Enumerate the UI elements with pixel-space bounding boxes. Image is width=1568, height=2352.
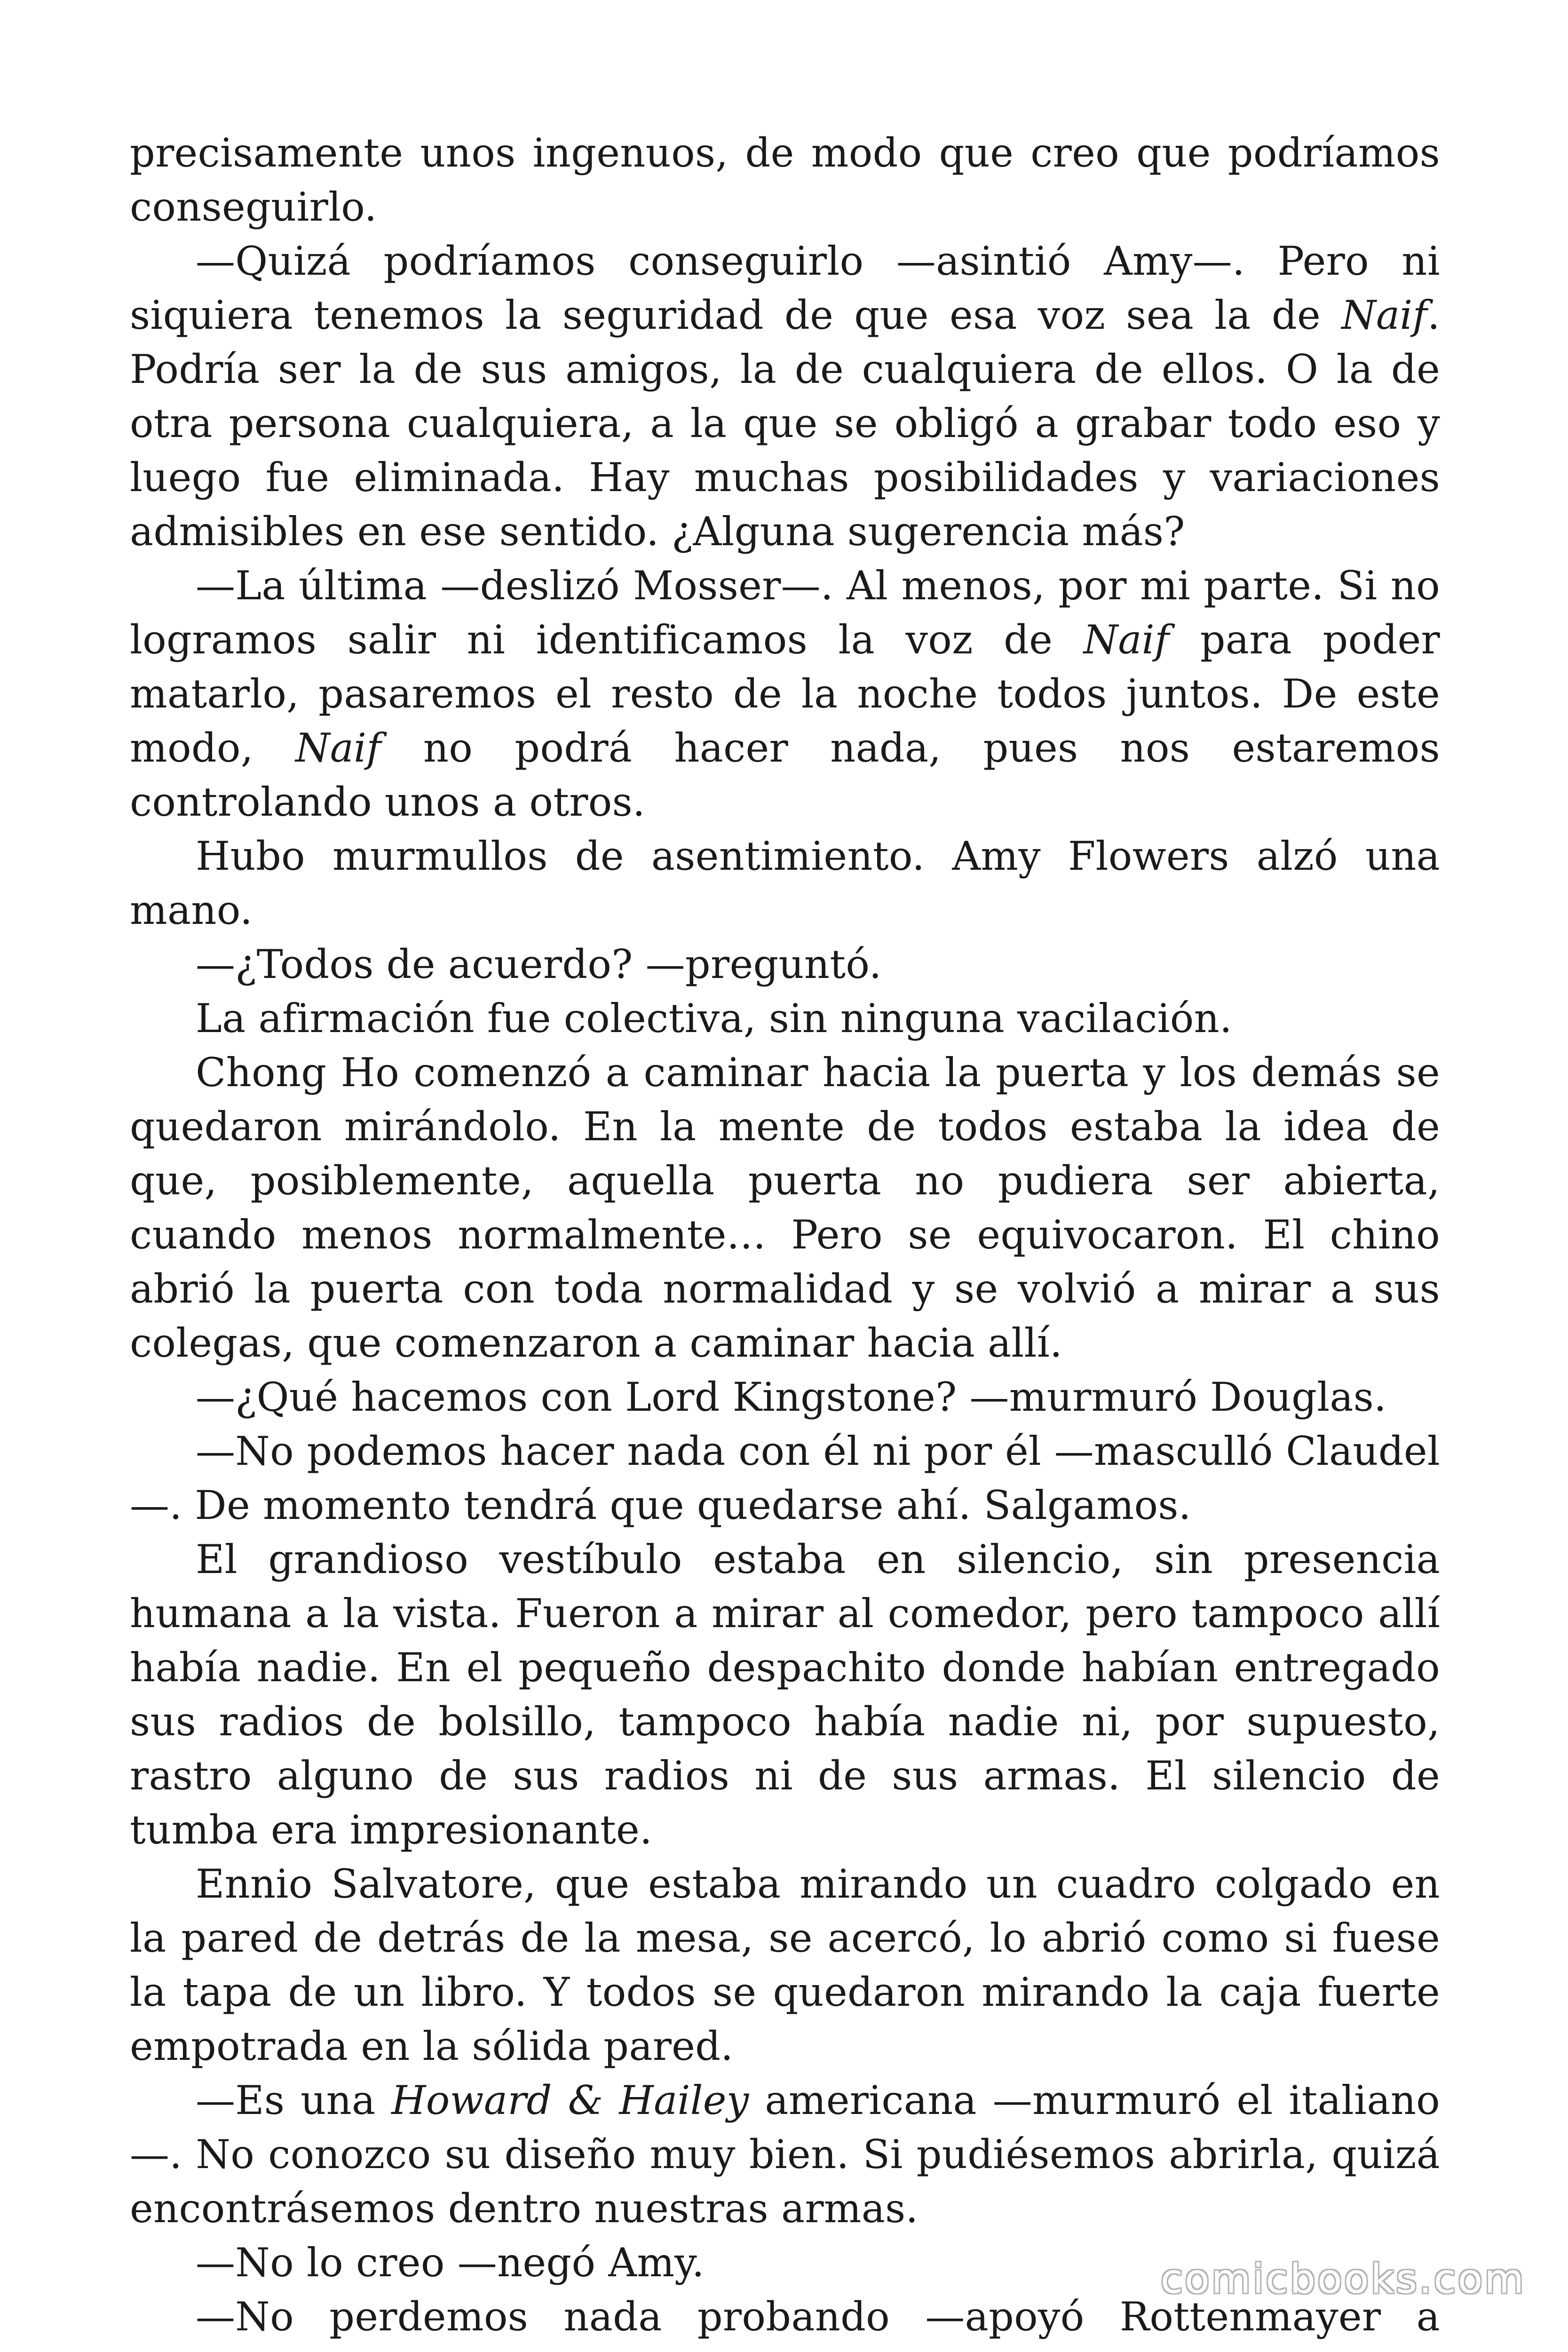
paragraph: —No podemos hacer nada con él ni por él —mascullό Claudel—. De momento tendrá que quedarse ahí. Salgamos. — [130, 1428, 1440, 1528]
paragraph: —La última —deslizó Mosser—. Al menos, por mi parte. Si no logramos salir ni identificamos la voz de Naif para poder matarlo, pasaremos el resto de la noche todos juntos. De este modo, Naif no podrá hacer nada, pues nos estaremos controlando unos a otros. — [130, 563, 1440, 825]
paragraph: —No perdemos nada probando —apoyó Rottenmayer a — [196, 2294, 1440, 2340]
paragraph: —Quizá podríamos conseguirlo —asintió Amy—. Pero ni siquiera tenemos la seguridad de que esa voz sea la de Naif. Podría ser la de sus amigos, la de cualquiera de ellos. O la de otra persona cualquiera, a la que se obligó a grabar todo eso y luego fue eliminada. Hay muchas posibilidades y variaciones admisibles en ese sentido. ¿Alguna sugerencia más? — [130, 238, 1440, 555]
book-page — [130, 126, 1440, 2344]
italic-text: Naif — [1083, 617, 1170, 663]
paragraph: La afirmación fue colectiva, sin ninguna vacilación. — [196, 995, 1233, 1041]
paragraph: —¿Todos de acuerdo? —preguntó. — [196, 941, 882, 987]
paragraph: —Es una Howard & Hailey americana —murmuró el italiano—. No conozco su diseño muy bien. Si pudiésemos abrirla, quizá encontrásemos dentro nuestras armas. — [130, 2077, 1440, 2232]
italic-text: Howard & Hailey — [391, 2077, 749, 2123]
paragraph: El grandioso vestíbulo estaba en silencio, sin presencia humana a la vista. Fueron a mirar al comedor, pero tampoco allí había nadie. En el pequeño despachito donde habían entregado sus radios de bolsillo, tampoco había nadie ni, por supuesto, rastro alguno de sus radios ni de sus armas. El silencio de tumba era impresionante. — [130, 1536, 1440, 1853]
italic-text: Naif — [1341, 292, 1427, 338]
paragraph: Chong Ho comenzó a caminar hacia la puerta y los demás se quedaron mirándolo. En la mente de todos estaba la idea de que, posiblemente, aquella puerta no pudiera ser abierta, cuando menos normalmente… Pero se equivocaron. El chino abrió la puerta con toda normalidad y se volvió a mirar a sus colegas, que comenzaron a caminar hacia allí. — [130, 1049, 1440, 1366]
paragraph: —No lo creo —negó Amy. — [196, 2240, 705, 2286]
watermark: comicbooks.com — [1160, 2256, 1526, 2303]
paragraph: precisamente unos ingenuos, de modo que creo que podríamos conseguirlo. — [130, 130, 1440, 230]
paragraph: —¿Qué hacemos con Lord Kingstone? —murmuró Douglas. — [196, 1374, 1387, 1420]
italic-text: Naif — [295, 725, 381, 771]
paragraph: Ennio Salvatore, que estaba mirando un cuadro colgado en la pared de detrás de la mesa, se acercó, lo abrió como si fuese la tapa de un libro. Y todos se quedaron mirando la caja fuerte empotrada en la sólida pared. — [130, 1861, 1440, 2069]
paragraph: Hubo murmullos de asentimiento. Amy Flowers alzó una mano. — [130, 833, 1440, 933]
